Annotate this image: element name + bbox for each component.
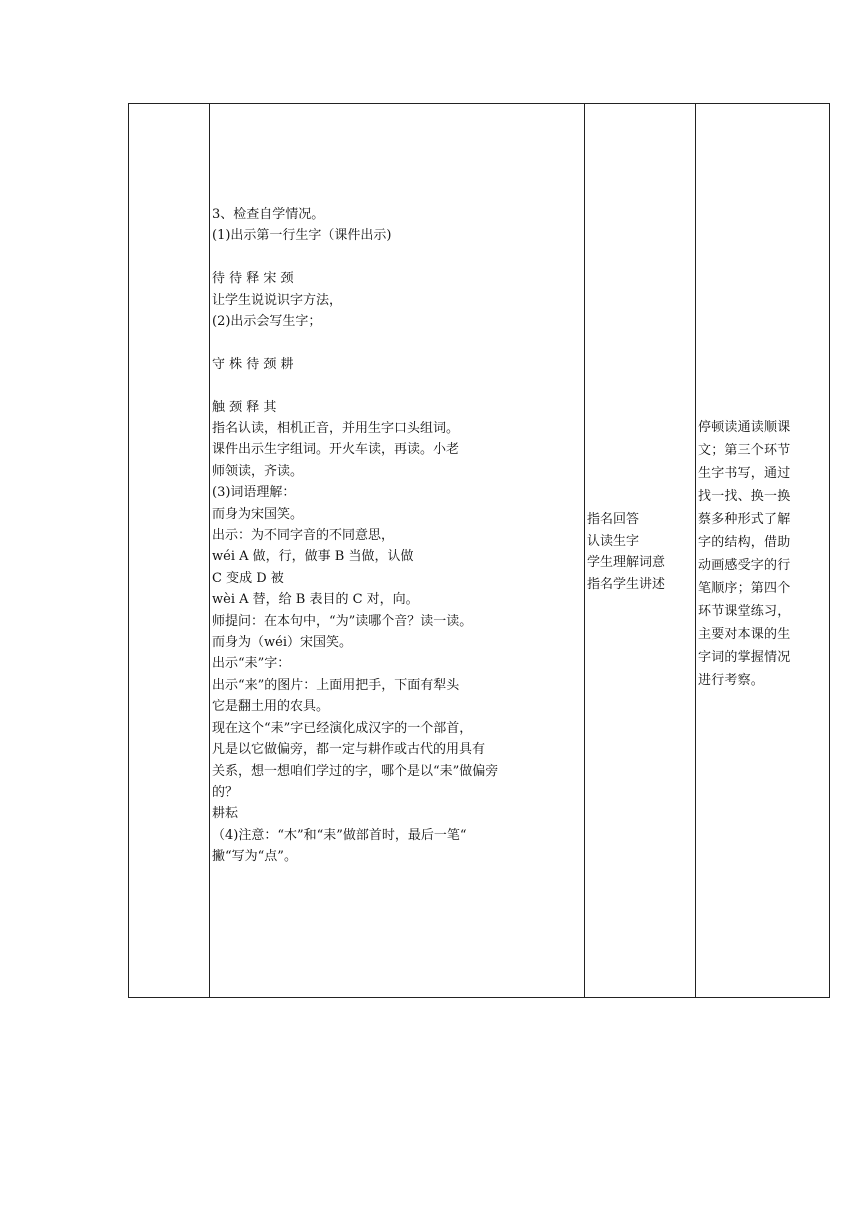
student-activity-cell bbox=[585, 104, 696, 998]
intent-line: 生字书写，通过 bbox=[698, 466, 791, 481]
process-line: C 变成 D 被 bbox=[212, 570, 284, 586]
process-line: 耕耘 bbox=[212, 806, 239, 822]
intent-line: 蔡多种形式了解 bbox=[698, 512, 791, 527]
process-line: 课件出示生字组词。开火车读，再读。小老 bbox=[212, 442, 460, 458]
process-line: (3)词语理解： bbox=[212, 485, 296, 501]
process-line: 而身为（wéi）宋国笑。 bbox=[212, 635, 352, 651]
process-line: 的？ bbox=[212, 784, 239, 800]
table-row bbox=[129, 104, 830, 998]
process-line: 出示“来”的图片：上面用把手，下面有犁头 bbox=[212, 677, 460, 693]
teaching-process-cell bbox=[210, 104, 585, 998]
process-line: (1)出示第一行生字（课件出示) bbox=[212, 228, 392, 244]
student-activity-text bbox=[587, 509, 665, 595]
process-line: 而身为宋国笑。 bbox=[212, 506, 304, 522]
teaching-process-text bbox=[212, 204, 580, 868]
process-line bbox=[212, 247, 580, 268]
process-line: 触 颈 释 其 bbox=[212, 399, 277, 415]
intent-line: 主要对本课的生 bbox=[698, 627, 791, 642]
process-line: 师提问：在本句中，“为”读哪个音？读一读。 bbox=[212, 613, 473, 629]
process-line: (2)出示会写生字； bbox=[212, 314, 322, 330]
process-line: 现在这个“耒”字已经演化成汉字的一个部首， bbox=[212, 720, 473, 736]
process-line: 出示“耒”字： bbox=[212, 656, 291, 672]
process-line: 出示：为不同字音的不同意思， bbox=[212, 528, 395, 544]
design-intent-text bbox=[698, 416, 804, 692]
intent-line: 笔顺序；第四个 bbox=[698, 581, 791, 596]
intent-line: 环节课堂练习， bbox=[698, 604, 791, 619]
intent-line: 字的结构，借助 bbox=[698, 535, 791, 550]
process-line bbox=[212, 332, 580, 353]
intent-line: 字词的掌握情况 bbox=[698, 650, 791, 665]
process-line: 凡是以它做偏旁，都一定与耕作或古代的用具有 bbox=[212, 742, 486, 758]
activity-line: 指名学生讲述 bbox=[587, 576, 666, 592]
process-line: 守 株 待 颈 耕 bbox=[212, 356, 294, 372]
stage-cell-content bbox=[129, 104, 209, 997]
lesson-plan-table bbox=[128, 103, 830, 998]
process-line: （4)注意：“木”和“耒”做部首时，最后一笔“ bbox=[212, 827, 467, 843]
process-line: 撇“写为“点”。 bbox=[212, 849, 297, 865]
design-intent-cell bbox=[696, 104, 830, 998]
process-line: 指名认读，相机正音，并用生字口头组词。 bbox=[212, 421, 460, 437]
activity-line: 认读生字 bbox=[587, 533, 640, 549]
process-line: 待 待 释 宋 颈 bbox=[212, 271, 294, 287]
process-line: 关系，想一想咱们学过的字，哪个是以“耒”做偏旁 bbox=[212, 763, 499, 779]
process-line: wéi A 做，行，做事 B 当做，认做 bbox=[212, 549, 414, 565]
process-line: 3、检查自学情况。 bbox=[212, 207, 325, 222]
intent-line: 进行考察。 bbox=[698, 673, 765, 688]
process-line: 它是翻土用的农具。 bbox=[212, 699, 330, 715]
process-line: 师领读，齐读。 bbox=[212, 463, 304, 479]
intent-line: 文；第三个环节 bbox=[698, 443, 791, 458]
intent-line: 找一找、换一换 bbox=[698, 489, 791, 504]
activity-line: 学生理解词意 bbox=[587, 555, 666, 570]
intent-line: 停顿读通读顺课 bbox=[698, 420, 791, 435]
process-line bbox=[212, 375, 580, 396]
process-line: 让学生说说识字方法， bbox=[212, 292, 343, 308]
stage-cell bbox=[129, 104, 210, 998]
activity-line: 指名回答 bbox=[587, 512, 640, 527]
intent-line: 动画感受字的行 bbox=[698, 558, 791, 573]
process-line: wèi A 替，给 B 表目的 C 对，向。 bbox=[212, 592, 419, 608]
